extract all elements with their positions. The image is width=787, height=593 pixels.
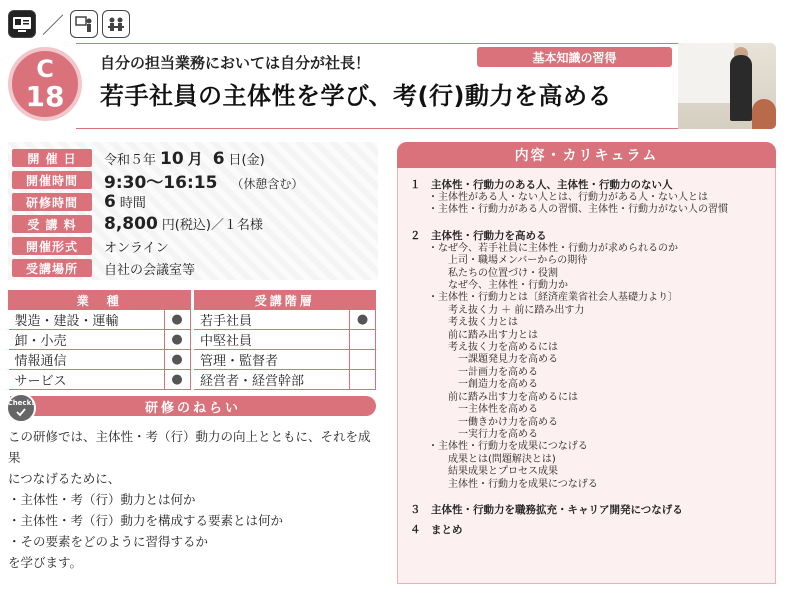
curriculum-item: ・主体性・行動力を成果につなげる — [428, 441, 588, 453]
curriculum-subitem: 私たちの位置づけ・役割 — [448, 267, 558, 279]
industry-cell: 卸・小売 — [9, 330, 165, 350]
seminar-photo — [678, 43, 776, 129]
hours-label: 研修時間 — [12, 193, 92, 211]
speaker-shape — [730, 55, 752, 121]
hours-row — [12, 192, 146, 212]
aims-header: 研修のねらい — [10, 396, 376, 416]
date-prefix: 令和５年 — [104, 152, 157, 168]
target-table — [8, 290, 376, 390]
time-range: 9:30～16:15 — [104, 172, 218, 193]
industry-mark: ● — [164, 330, 190, 350]
aims-line: ・主体性・考（行）動力を構成する要素とは何か — [8, 513, 284, 528]
date-month-unit: 月 — [187, 149, 203, 168]
curriculum-subitem: 結果成果とプロセス成果 — [448, 466, 558, 478]
curriculum-section-3: ３ 主体性・行動力を職務拡充・キャリア開発につなげる — [410, 503, 683, 516]
aims-line: ・その要素をどのように習得するか — [8, 534, 209, 549]
hours-number: 6 — [104, 192, 116, 212]
level-cell: 経営者・経営幹部 — [194, 370, 350, 390]
curriculum-subsubitem: 一創造力を高める — [458, 379, 538, 391]
time-label: 開催時間 — [12, 171, 92, 189]
time-note: （休憩含む） — [231, 176, 304, 191]
course-code-letter: C — [36, 55, 54, 83]
date-suffix: 日(金) — [228, 152, 265, 168]
fee-number: 8,800 — [104, 214, 158, 234]
date-value — [104, 148, 265, 169]
group-work-icon — [102, 10, 130, 38]
industry-mark: ● — [164, 370, 190, 390]
industry-cell: 製造・建設・運輸 — [9, 310, 165, 330]
date-day: 6 — [212, 148, 225, 169]
curriculum-item: ・なぜ今、若手社員に主体性・行動力が求められるのか — [428, 242, 678, 254]
check-icon — [6, 393, 36, 423]
curriculum-subsubitem: 一課題発見力を高める — [458, 354, 558, 366]
hours-value — [104, 192, 146, 212]
date-label: 開 催 日 — [12, 149, 92, 167]
check-label: Check! — [7, 398, 35, 407]
industry-mark: ● — [164, 350, 190, 370]
date-month: 10 — [160, 148, 184, 169]
curriculum-subsubitem: 一働きかけ力を高める — [458, 416, 558, 428]
format-label: 開催形式 — [12, 237, 92, 255]
level-mark-empty — [350, 350, 376, 370]
course-code-badge — [8, 47, 82, 121]
aims-line: この研修では、主体性・考（行）動力の向上とともに、それを成果 — [8, 429, 371, 465]
curriculum-subitem: 考え抜く力 ＋ 前に踏み出す力 — [448, 304, 585, 316]
curriculum-item: ・主体性・行動力とは〔経済産業省社会人基礎力より〕 — [428, 292, 678, 304]
level-mark-empty — [350, 330, 376, 350]
curriculum-subitem: 考え抜く力とは — [448, 317, 518, 329]
curriculum-subitem: 上司・職場メンバーからの期待 — [448, 255, 588, 267]
fee-row — [12, 214, 263, 234]
aims-line: を学びます。 — [8, 555, 83, 570]
course-subtitle: 自分の担当業務においては自分が社長！ — [100, 54, 371, 72]
curriculum-subitem: 主体性・行動力を成果につなげる — [448, 478, 598, 490]
place-label: 受講場所 — [12, 259, 92, 277]
category-badge: 基本知識の習得 — [477, 47, 672, 67]
level-mark: ● — [350, 310, 376, 330]
level-header: 受講階層 — [194, 291, 376, 310]
curriculum-section-2: ２ 主体性・行動力を高める — [410, 229, 547, 242]
fee-unit: 円(税込)／１名様 — [161, 218, 263, 233]
curriculum-subsubitem: 一実行力を高める — [458, 428, 538, 440]
lecture-icon — [70, 10, 98, 38]
industry-cell: サービス — [9, 370, 165, 390]
time-row — [12, 170, 304, 193]
level-cell: 若手社員 — [194, 310, 350, 330]
course-title: 若手社員の主体性を学び、考(行)動力を高める — [100, 82, 612, 110]
table-row — [9, 330, 376, 350]
curriculum-header: 内容・カリキュラム — [397, 142, 776, 168]
curriculum-subitem: 考え抜く力を高めるには — [448, 342, 558, 354]
level-cell: 管理・監督者 — [194, 350, 350, 370]
course-code-number: 18 — [25, 80, 65, 113]
online-icon — [8, 10, 36, 38]
industry-cell: 情報通信 — [9, 350, 165, 370]
slash-divider: ／ — [42, 13, 65, 39]
level-cell: 中堅社員 — [194, 330, 350, 350]
curriculum-subitem: 成果とは(問題解決とは) — [448, 453, 556, 465]
table-row — [9, 350, 376, 370]
curriculum-subitem: 前に踏み出す力とは — [448, 329, 538, 341]
curriculum-section-1: １ 主体性・行動力のある人、主体性・行動力のない人 — [410, 179, 673, 191]
table-row — [9, 370, 376, 390]
curriculum-subitem: 前に踏み出す力を高めるには — [448, 391, 578, 403]
fee-value — [104, 214, 263, 234]
table-row — [9, 310, 376, 330]
place-row — [12, 258, 195, 278]
top-icons — [8, 10, 130, 38]
whiteboard-shape — [678, 43, 734, 103]
fee-label: 受 講 料 — [12, 215, 92, 233]
curriculum-item: ・主体性・行動力がある人の習慣、主体性・行動力がない人の習慣 — [428, 204, 728, 216]
curriculum-item: ・主体性がある人・ない人とは、行動力がある人・ない人とは — [428, 192, 708, 203]
aims-line: ・主体性・考（行）動力とは何か — [8, 492, 196, 507]
aims-text — [8, 426, 380, 573]
industry-mark: ● — [164, 310, 190, 330]
curriculum-subsubitem: 一主体性を高める — [458, 404, 538, 416]
hours-unit: 時間 — [119, 196, 146, 211]
audience-shape — [752, 99, 776, 129]
curriculum-section-4: ４ まとめ — [410, 523, 463, 536]
aims-line: につなげるために、 — [8, 471, 121, 486]
curriculum-list — [410, 178, 770, 537]
date-row — [12, 148, 265, 168]
curriculum-subitem: なぜ今、主体性・行動力か — [448, 280, 568, 292]
level-mark-empty — [350, 370, 376, 390]
curriculum-subsubitem: 一計画力を高める — [458, 366, 538, 378]
format-row — [12, 236, 169, 256]
place-value: 自社の会議室等 — [104, 262, 196, 278]
time-value — [104, 168, 303, 193]
industry-header: 業 種 — [9, 291, 191, 310]
format-value: オンライン — [104, 240, 169, 256]
